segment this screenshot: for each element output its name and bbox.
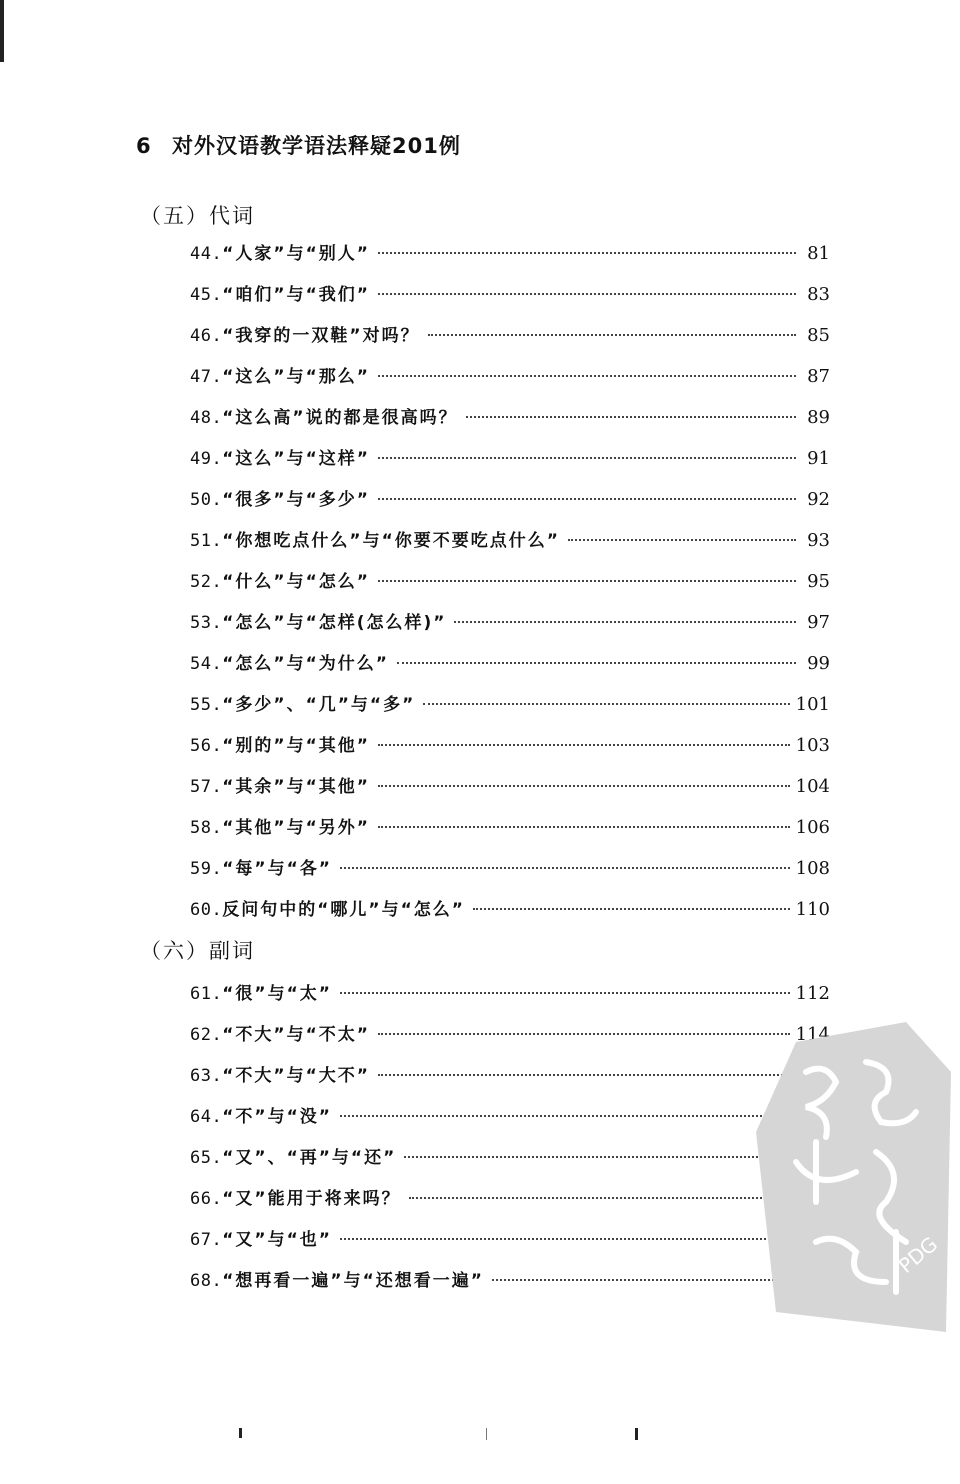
toc-entry[interactable]	[190, 1184, 830, 1214]
dot-leader	[378, 457, 796, 459]
entry-title: “其余”与“其他”	[222, 777, 370, 797]
dot-leader	[378, 744, 790, 746]
entry-page: 83	[807, 284, 830, 305]
dot-leader	[378, 1033, 790, 1035]
entry-title: “这么高”说的都是很高吗？	[222, 408, 458, 428]
entry-title: “我穿的一双鞋”对吗？	[222, 326, 420, 346]
toc-entry[interactable]	[190, 979, 830, 1009]
entry-page: 108	[795, 858, 830, 879]
toc-entry[interactable]	[190, 772, 830, 802]
book-title: 对外汉语教学语法释疑201例	[172, 134, 461, 158]
entry-title: “不大”与“大不”	[222, 1066, 370, 1086]
entry-title: “别的”与“其他”	[222, 736, 370, 756]
dot-leader	[340, 1238, 790, 1240]
entry-title: “什么”与“怎么”	[222, 572, 370, 592]
dot-leader	[340, 992, 790, 994]
entry-title: “怎么”与“怎样(怎么样)”	[222, 613, 447, 633]
entry-number: 59.	[190, 859, 223, 879]
running-header	[136, 130, 461, 160]
entry-page: 93	[807, 530, 830, 551]
entry-number: 52.	[190, 572, 223, 592]
entry-page: 112	[795, 983, 830, 1004]
section-heading-adverbs: （六）副词	[140, 939, 255, 963]
toc-entry[interactable]	[190, 1020, 830, 1050]
dot-leader	[409, 1197, 790, 1199]
entry-number: 56.	[190, 736, 223, 756]
entry-number: 63.	[190, 1066, 223, 1086]
seal-text: PDG	[893, 1231, 943, 1278]
toc-entry[interactable]	[190, 280, 830, 310]
dot-leader	[378, 293, 796, 295]
page-number: 6	[136, 134, 152, 158]
toc-entry[interactable]	[190, 526, 830, 556]
entry-title: “很”与“太”	[222, 984, 332, 1004]
entry-title: “又”能用于将来吗？	[222, 1189, 401, 1209]
entry-title: “很多”与“多少”	[222, 490, 370, 510]
section-heading-pronouns: （五）代词	[140, 204, 255, 228]
dot-leader	[340, 867, 790, 869]
entry-title: “这么”与“这样”	[222, 449, 370, 469]
entry-number: 58.	[190, 818, 223, 838]
entry-page: 95	[807, 571, 830, 592]
entry-page: 92	[807, 489, 830, 510]
entry-title: “不”与“没”	[222, 1107, 332, 1127]
dot-leader	[378, 375, 796, 377]
entry-title: “你想吃点什么”与“你要不要吃点什么”	[222, 531, 560, 551]
seal-body	[756, 1022, 951, 1332]
entry-page: 87	[807, 366, 830, 387]
dot-leader	[492, 1279, 790, 1281]
entry-number: 47.	[190, 367, 223, 387]
entry-page: 101	[795, 694, 830, 715]
dot-leader	[378, 580, 796, 582]
scan-bottom-mark	[239, 1428, 242, 1438]
dot-leader	[378, 785, 790, 787]
entry-page: 114	[795, 1024, 830, 1045]
scan-bottom-mark	[486, 1428, 487, 1440]
entry-title: “想再看一遍”与“还想看一遍”	[222, 1271, 484, 1291]
entry-title: “又”与“也”	[222, 1230, 332, 1250]
entry-page: 104	[795, 776, 830, 797]
scan-bottom-mark	[635, 1428, 638, 1440]
scan-edge-mark	[0, 0, 4, 62]
entry-title: “人家”与“别人”	[222, 244, 370, 264]
entry-title: “怎么”与“为什么”	[222, 654, 389, 674]
entry-title: “不大”与“不太”	[222, 1025, 370, 1045]
dot-leader	[378, 826, 790, 828]
dot-leader	[568, 539, 796, 541]
dot-leader	[340, 1115, 790, 1117]
toc-entry[interactable]	[190, 813, 830, 843]
entry-number: 46.	[190, 326, 223, 346]
entry-title: 反问句中的“哪儿”与“怎么”	[222, 900, 465, 920]
entry-number: 68.	[190, 1271, 223, 1291]
library-seal-icon	[756, 1012, 956, 1342]
entry-number: 60.	[190, 900, 223, 920]
toc-entry[interactable]	[190, 485, 830, 515]
entry-title: “多少”、“几”与“多”	[222, 695, 416, 715]
entry-number: 62.	[190, 1025, 223, 1045]
entry-title: “又”、“再”与“还”	[222, 1148, 397, 1168]
entry-number: 53.	[190, 613, 223, 633]
entry-number: 57.	[190, 777, 223, 797]
entry-number: 61.	[190, 984, 223, 1004]
entry-number: 48.	[190, 408, 223, 428]
dot-leader	[423, 703, 789, 705]
toc-entry[interactable]	[190, 895, 830, 925]
entry-page: 85	[807, 325, 830, 346]
toc-entry[interactable]	[190, 1143, 830, 1173]
toc-entry[interactable]	[190, 731, 830, 761]
entry-page: 106	[795, 817, 830, 838]
entry-number: 45.	[190, 285, 223, 305]
toc-entry[interactable]	[190, 239, 830, 269]
dot-leader	[428, 334, 796, 336]
toc-entry[interactable]	[190, 1225, 830, 1255]
entry-title: “每”与“各”	[222, 859, 332, 879]
entry-title: “咱们”与“我们”	[222, 285, 370, 305]
toc-entry[interactable]	[190, 567, 830, 597]
entry-number: 67.	[190, 1230, 223, 1250]
toc-entry[interactable]	[190, 854, 830, 884]
toc-entry[interactable]	[190, 362, 830, 392]
toc-entry[interactable]	[190, 444, 830, 474]
entry-number: 44.	[190, 244, 223, 264]
entry-title: “其他”与“另外”	[222, 818, 370, 838]
entry-title: “这么”与“那么”	[222, 367, 370, 387]
toc-entry[interactable]	[190, 1102, 830, 1132]
dot-leader	[466, 416, 796, 418]
entry-number: 50.	[190, 490, 223, 510]
entry-page: 81	[807, 243, 830, 264]
dot-leader	[378, 1074, 790, 1076]
toc-entry[interactable]	[190, 1061, 830, 1091]
toc-entry[interactable]	[190, 1266, 830, 1296]
entry-number: 65.	[190, 1148, 223, 1168]
entry-number: 64.	[190, 1107, 223, 1127]
toc-entry[interactable]	[190, 321, 830, 351]
entry-number: 49.	[190, 449, 223, 469]
dot-leader	[378, 498, 796, 500]
entry-number: 66.	[190, 1189, 223, 1209]
toc-entry[interactable]	[190, 690, 830, 720]
entry-page: 103	[795, 735, 830, 756]
entry-page: 91	[807, 448, 830, 469]
dot-leader	[454, 621, 796, 623]
entry-number: 51.	[190, 531, 223, 551]
entry-page: 89	[807, 407, 830, 428]
dot-leader	[473, 908, 790, 910]
entry-page: 97	[807, 612, 830, 633]
entry-page: 99	[807, 653, 830, 674]
entry-number: 54.	[190, 654, 223, 674]
entry-number: 55.	[190, 695, 223, 715]
toc-entry[interactable]	[190, 608, 830, 638]
dot-leader	[397, 662, 796, 664]
dot-leader	[378, 252, 796, 254]
entry-page: 110	[795, 899, 830, 920]
toc-entry[interactable]	[190, 649, 830, 679]
toc-entry[interactable]	[190, 403, 830, 433]
dot-leader	[404, 1156, 789, 1158]
